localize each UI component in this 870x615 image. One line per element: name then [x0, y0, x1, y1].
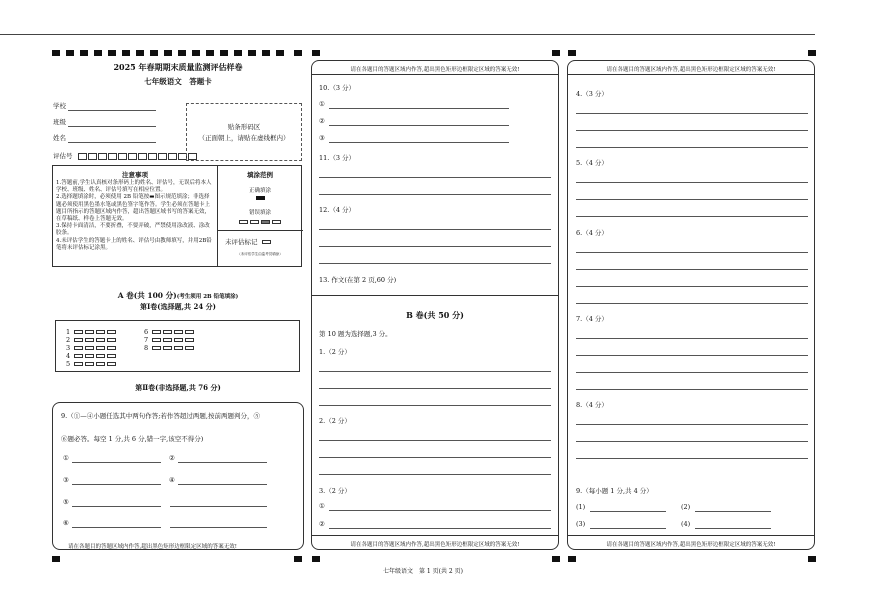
column-3 [567, 60, 815, 550]
b3-label: 3.（2 分） [319, 487, 351, 495]
barcode-hint: （正面朝上，请贴在虚线框内） [198, 134, 290, 142]
b3-mark: ② [319, 520, 325, 528]
choice-row[interactable]: 3 [66, 344, 118, 352]
notice-item: 3.保持卡面清洁，不要折叠，不要弄破，严禁使用涂改液、涂改胶条。 [56, 223, 210, 237]
id-label: 评估号 [53, 152, 73, 160]
q10-answer-line[interactable] [329, 142, 509, 143]
b1-answer-line[interactable] [319, 405, 551, 406]
q9-answer-line[interactable] [170, 506, 267, 507]
c3-q7-answer-line[interactable] [576, 338, 808, 339]
barcode-label: 贴条形码区 [227, 123, 261, 131]
q11-answer-line[interactable] [319, 194, 551, 195]
column-2 [311, 60, 559, 550]
q10-mark: ② [319, 117, 325, 125]
q9-text-1: 9.（①—④小题任选其中两句作答;若作答超过两题,按前两题判分，⑤ [61, 412, 260, 420]
choice-row[interactable]: 7 [144, 336, 196, 344]
c3-q7-answer-line[interactable] [576, 355, 808, 356]
notice-item: 2.选择题填涂时，必须使用 2B 铅笔按▬图示规范填涂；非选择题必须使用黑色墨水笔或黑色签字笔作答。学生必须在答题卡上题目所指示的答题区域内作答，超出答题区域书写的答案无效，在草稿纸、样卷上答题无效。 [56, 194, 211, 223]
c3-q7-answer-line[interactable] [576, 372, 808, 373]
wrong-fill-samples [239, 218, 283, 226]
c3-q6-answer-line[interactable] [576, 286, 808, 287]
c3-q6-answer-line[interactable] [576, 269, 808, 270]
q9-answer-line[interactable] [72, 506, 161, 507]
q9-mark: ② [169, 454, 175, 462]
c3-q9-answer-line[interactable] [695, 511, 771, 512]
page-title: 2025 年春期期末质量监测评估样卷 [113, 62, 243, 72]
c3-q8-answer-line[interactable] [576, 458, 808, 459]
q9-answer-line[interactable] [178, 484, 267, 485]
choice-grid [55, 320, 300, 372]
page-subtitle: 七年级语文 答题卡 [144, 77, 212, 86]
id-row [53, 151, 198, 160]
notice-item: 4.未评估学生的答题卡上的姓名、评估号由教师填写，并用2B铅笔将未评估标记涂黑。 [56, 237, 212, 251]
col3-footer-warning: 请在各题目的答题区域内作答,超出黑色矩形边框限定区域的答案无效! [606, 542, 776, 548]
q10-mark: ③ [319, 134, 325, 142]
choice-row[interactable]: 6 [144, 328, 196, 336]
correct-fill-sample [256, 196, 265, 200]
q10-answer-line[interactable] [329, 125, 509, 126]
c3-q7-label: 7.（4 分） [576, 315, 608, 323]
unassessed-note: （未评估学生由监考员填涂） [237, 252, 283, 256]
section-a-title: A 卷(共 100 分) [117, 291, 177, 300]
q9-answer-line[interactable] [170, 527, 267, 528]
correct-fill-label: 正确填涂 [248, 188, 271, 194]
col2-warning: 请在各题目的答题区域内作答,超出黑色矩形边框限定区域的答案无效! [350, 67, 520, 73]
c3-q4-label: 4.（3 分） [576, 90, 608, 98]
c3-q8-answer-line[interactable] [576, 424, 808, 425]
notice-list [56, 180, 214, 252]
q9-mark: ⑥ [63, 519, 69, 527]
q9-mark: ③ [63, 476, 69, 484]
part1-title: 第Ⅰ卷(选择题,共 24 分) [140, 302, 216, 311]
choice-row[interactable]: 2 [66, 336, 118, 344]
c3-q4-answer-line[interactable] [576, 130, 808, 131]
b3-answer-line[interactable] [329, 510, 551, 511]
q12-answer-line[interactable] [319, 246, 551, 247]
top-rule [0, 34, 815, 35]
choice-row[interactable]: 8 [144, 344, 196, 352]
b3-answer-line[interactable] [329, 528, 551, 529]
c3-q5-answer-line[interactable] [576, 216, 808, 217]
name-field[interactable] [68, 142, 156, 143]
school-field[interactable] [68, 110, 156, 111]
q9-mark: ① [63, 454, 69, 462]
b2-label: 2.（2 分） [319, 417, 351, 425]
c3-q9-answer-line[interactable] [590, 528, 666, 529]
unassessed-label: 未评估标记 [225, 238, 258, 246]
fill-example-title: 填涂范例 [247, 171, 273, 179]
notice-box [52, 165, 302, 267]
section-b-note: 第 10 题为选择题,3 分。 [319, 330, 392, 338]
choice-row[interactable]: 4 [66, 352, 118, 360]
choice-row[interactable]: 5 [66, 360, 118, 368]
q12-answer-line[interactable] [319, 229, 551, 230]
c3-q6-answer-line[interactable] [576, 252, 808, 253]
notice-item: 1.答题前,学生认真核对条形码上的姓名、评估号，无误后将本人学校、班级、姓名、评估号填写在相应位置。 [56, 180, 212, 194]
q9-box [52, 402, 304, 550]
q9-answer-line[interactable] [178, 462, 267, 463]
c3-q9-mark: (4) [681, 520, 691, 528]
school-label: 学校 [53, 102, 66, 110]
q9-answer-line[interactable] [72, 527, 161, 528]
notice-title: 注意事项 [122, 171, 148, 179]
q9-answer-line[interactable] [72, 484, 161, 485]
q10-label: 10.（3 分） [319, 84, 356, 92]
class-field[interactable] [68, 126, 156, 127]
id-cells[interactable] [78, 152, 198, 160]
name-label: 姓名 [53, 134, 66, 142]
q9-mark: ④ [169, 476, 175, 484]
q11-answer-line[interactable] [319, 177, 551, 178]
c3-q9-mark: (1) [576, 503, 586, 511]
c3-q9-mark: (2) [681, 503, 691, 511]
part2-title: 第Ⅱ卷(非选择题,共 76 分) [135, 383, 221, 392]
q13-label: 13. 作文(在第 2 页,60 分) [319, 276, 397, 284]
q10-answer-line[interactable] [329, 108, 509, 109]
c3-q5-label: 5.（4 分） [576, 159, 608, 167]
b1-answer-line[interactable] [319, 388, 551, 389]
section-b-title: B 卷(共 50 分) [406, 310, 464, 320]
class-label: 班级 [53, 118, 66, 126]
col1-footer-warning: 请在各题目的答题区域内作答,超出黑色矩形边框限定区域的答案无效! [68, 544, 237, 550]
c3-q8-label: 8.（4 分） [576, 401, 608, 409]
c3-q9-label: 9.（每小题 1 分,共 4 分） [576, 487, 653, 495]
unassessed-box[interactable] [262, 240, 271, 244]
q11-label: 11.（3 分） [319, 154, 356, 162]
col3-warning: 请在各题目的答题区域内作答,超出黑色矩形边框限定区域的答案无效! [606, 67, 776, 73]
b1-label: 1.（2 分） [319, 348, 351, 356]
col2-footer-warning: 请在各题目的答题区域内作答,超出黑色矩形边框限定区域的答案无效! [350, 542, 520, 548]
c3-q6-label: 6.（4 分） [576, 229, 608, 237]
b2-answer-line[interactable] [319, 440, 551, 441]
q9-text-2: ⑥题必答。每空 1 分,共 6 分,错一字,该空不得分) [61, 435, 204, 443]
b2-answer-line[interactable] [319, 457, 551, 458]
c3-q9-answer-line[interactable] [695, 528, 771, 529]
b1-answer-line[interactable] [319, 371, 551, 372]
barcode-area [186, 103, 302, 161]
c3-q6-answer-line[interactable] [576, 303, 808, 304]
q9-mark: ⑤ [63, 498, 69, 506]
section-a-note: (考生须用 2B 铅笔填涂) [176, 294, 239, 300]
c3-q8-answer-line[interactable] [576, 441, 808, 442]
c3-q7-answer-line[interactable] [576, 389, 808, 390]
q12-label: 12.（4 分） [319, 206, 356, 214]
choice-row[interactable]: 1 [66, 328, 118, 336]
page-number: 七年级语文 第 1 页(共 2 页) [383, 568, 463, 575]
b2-answer-line[interactable] [319, 474, 551, 475]
q12-answer-line[interactable] [319, 263, 551, 264]
b3-mark: ① [319, 502, 325, 510]
c3-q5-answer-line[interactable] [576, 182, 808, 183]
q9-answer-line[interactable] [72, 462, 161, 463]
wrong-fill-label: 错误填涂 [248, 210, 271, 216]
c3-q9-mark: (3) [576, 520, 586, 528]
c3-q4-answer-line[interactable] [576, 147, 808, 148]
unassessed-row [225, 237, 273, 246]
c3-q4-answer-line[interactable] [576, 113, 808, 114]
q10-mark: ① [319, 100, 325, 108]
c3-q5-answer-line[interactable] [576, 199, 808, 200]
section-a-heading [52, 290, 304, 301]
c3-q9-answer-line[interactable] [590, 511, 666, 512]
